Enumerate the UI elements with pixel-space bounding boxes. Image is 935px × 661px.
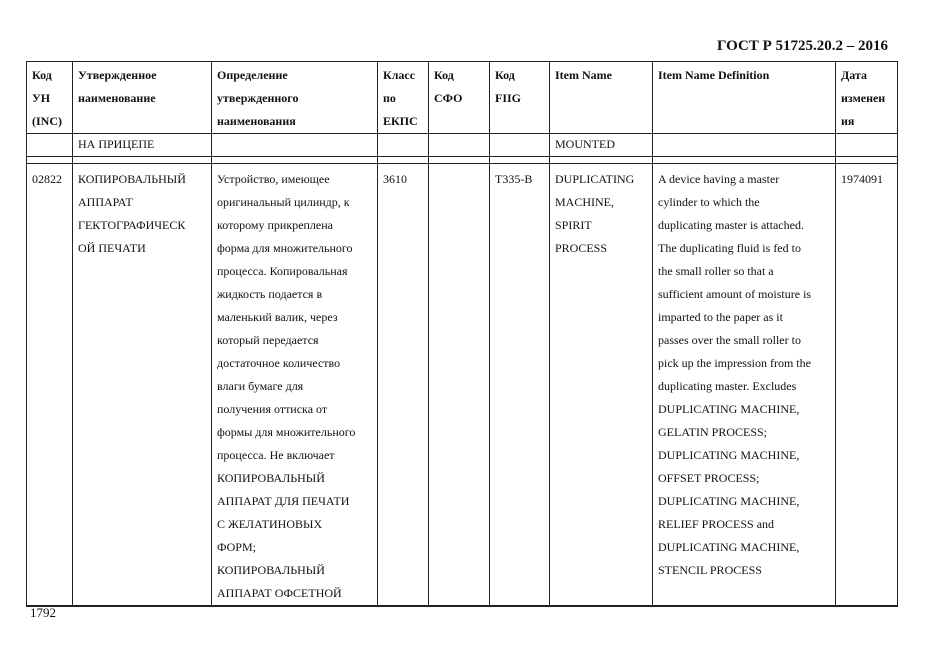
header-inc: Код УН (INC): [27, 62, 73, 134]
cell-class: 3610: [378, 164, 429, 607]
header-item-name: Item Name: [550, 62, 653, 134]
cell-definition-ru: Устройство, имеющее оригинальный цилиндр, к которому прикреплена форма для множительного процесса. Копировальная жидкость подается в маленький валик, через который передается достаточное количество влаги бумаге для получения оттиска от формы для множительного процесса. Не включает КОПИРОВАЛЬНЫЙ АППАРАТ ДЛЯ ПЕЧАТИ С ЖЕЛАТИНОВЫХ ФОРМ; КОПИРОВАЛЬНЫЙ АППАРАТ ОФСЕТНОЙ: [212, 164, 378, 607]
cell-fiig: T335-B: [490, 164, 550, 607]
cell-item-name: DUPLICATING MACHINE, SPIRIT PROCESS: [550, 164, 653, 607]
header-fiig: Код FIIG: [490, 62, 550, 134]
cell-inc: 02822: [27, 164, 73, 607]
header-date: Дата изменен ия: [836, 62, 898, 134]
table-row: [27, 164, 898, 607]
header-approved-name: Утвержденное наименование: [73, 62, 212, 134]
catalog-table: [26, 61, 898, 607]
table-row: [27, 134, 898, 157]
cell-sfo: [429, 134, 490, 157]
document-title: ГОСТ Р 51725.20.2 – 2016: [716, 38, 888, 54]
page-number: 1792: [30, 605, 56, 620]
cell-date: [836, 134, 898, 157]
cell-item-name: MOUNTED: [550, 134, 653, 157]
cell-name-ru: НА ПРИЦЕПЕ: [73, 134, 212, 157]
header-definition: Определение утвержденного наименования: [212, 62, 378, 134]
header-sfo: Код СФО: [429, 62, 490, 134]
header-item-definition: Item Name Definition: [653, 62, 836, 134]
cell-fiig: [490, 134, 550, 157]
cell-item-definition: A device having a master cylinder to which the duplicating master is attached. The duplicating fluid is fed to the small roller so that a sufficient amount of moisture is imparted to the paper as it passes over the small roller to pick up the impression from the duplicating master. Excludes DUPLICATING MACHINE, GELATIN PROCESS; DUPLICATING MACHINE, OFFSET PROCESS; DUPLICATING MACHINE, RELIEF PROCESS and DUPLICATING MACHINE, STENCIL PROCESS: [653, 164, 836, 607]
cell-definition-ru: [212, 134, 378, 157]
cell-name-ru: КОПИРОВАЛЬНЫЙ АППАРАТ ГЕКТОГРАФИЧЕСК ОЙ ПЕЧАТИ: [73, 164, 212, 607]
table-header-row: [27, 62, 898, 134]
cell-inc: [27, 134, 73, 157]
row-separator: [27, 157, 898, 164]
cell-sfo: [429, 164, 490, 607]
cell-item-definition: [653, 134, 836, 157]
header-class: Класс по ЕКПС: [378, 62, 429, 134]
cell-class: [378, 134, 429, 157]
cell-date: 1974091: [836, 164, 898, 607]
